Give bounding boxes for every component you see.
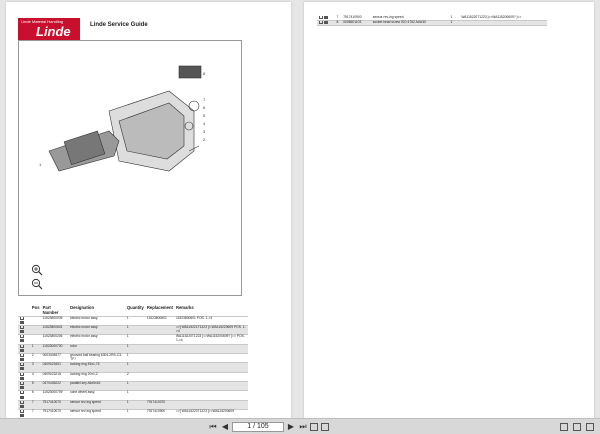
info-icon[interactable]	[20, 349, 24, 352]
table-cell	[460, 21, 547, 26]
table-cell	[174, 363, 248, 372]
table-cell: 0470435222	[41, 382, 69, 391]
info-icon[interactable]	[20, 386, 24, 389]
table-row	[317, 21, 547, 26]
column-header: Pos	[30, 306, 41, 316]
row-actions	[18, 316, 30, 325]
table-cell: 7917410900	[342, 16, 372, 21]
table-cell: 7	[30, 400, 41, 409]
cart-icon[interactable]	[20, 373, 24, 376]
table-cell: 7917410900	[145, 410, 174, 419]
table-cell: electric motor assy.	[69, 316, 126, 325]
fit-width-icon[interactable]	[573, 423, 581, 431]
info-icon[interactable]	[20, 414, 24, 417]
table-cell: sensor rev-ing speed	[69, 410, 126, 419]
callout-label: 8	[203, 71, 206, 76]
table-cell: 1	[125, 391, 145, 400]
page-1	[6, 2, 291, 418]
callout-label: 3	[203, 129, 206, 134]
cart-icon[interactable]	[20, 317, 24, 320]
prev-page-button[interactable]: ◀	[221, 422, 229, 431]
table-cell	[30, 325, 41, 334]
table-cell: rotor	[69, 344, 126, 353]
table-cell	[174, 344, 248, 353]
action-header	[18, 306, 30, 316]
linde-logo: Linde Material Handling Linde	[18, 18, 80, 40]
table-cell: 8	[335, 21, 342, 26]
column-header: Remarks	[174, 306, 248, 316]
table-row	[18, 335, 248, 344]
table-cell: 0006601103	[342, 21, 372, 26]
table-cell	[30, 316, 41, 325]
callout-label: 5	[203, 113, 206, 118]
table-cell: 1	[125, 344, 145, 353]
table-cell: =>[ WA115221T1223 ]<:WA115220609 POS. 1->4	[174, 325, 248, 334]
table-cell	[174, 391, 248, 400]
info-icon[interactable]	[20, 358, 24, 361]
info-icon[interactable]	[20, 330, 24, 333]
table-cell: 1	[125, 316, 145, 325]
menu-icon[interactable]	[586, 423, 594, 431]
table-cell: 11523800601 POS. 1->4	[174, 316, 248, 325]
table-cell: locking ring 20x1,2	[69, 372, 126, 381]
table-cell: 1	[125, 410, 145, 419]
table-cell: 1	[125, 382, 145, 391]
table-cell: 7917410070	[41, 410, 69, 419]
table-cell: 11523800601	[145, 316, 174, 325]
table-cell	[174, 382, 248, 391]
table-cell: 2	[125, 372, 145, 381]
table-cell	[145, 363, 174, 372]
table-cell	[145, 382, 174, 391]
table-cell: 5	[30, 382, 41, 391]
info-icon[interactable]	[324, 16, 328, 19]
two-page-view-icon[interactable]	[321, 423, 329, 431]
table-cell: electric motor assy.	[69, 335, 126, 344]
column-header: Part Number	[41, 306, 69, 316]
motor-exploded-view	[19, 41, 243, 297]
single-page-view-icon[interactable]	[310, 423, 318, 431]
first-page-button[interactable]: ⏮	[209, 422, 217, 431]
doc-title: Linde Service Guide	[90, 22, 148, 28]
table-cell: 1	[125, 400, 145, 409]
terminal-block	[179, 66, 201, 78]
zoom-out-icon[interactable]	[31, 277, 43, 289]
table-cell: 0003408477	[41, 353, 69, 362]
row-actions	[317, 21, 335, 26]
table-cell: sensor rev-ing speed	[69, 400, 126, 409]
table-cell: 0409023491	[41, 363, 69, 372]
next-page-button[interactable]: ▶	[287, 422, 295, 431]
table-cell	[145, 335, 174, 344]
table-cell: electric motor assy.	[69, 325, 126, 334]
table-cell	[145, 391, 174, 400]
parts-diagram	[18, 40, 242, 296]
row-actions	[18, 335, 30, 344]
table-cell: 1	[449, 16, 456, 21]
info-icon[interactable]	[20, 321, 24, 324]
cart-icon[interactable]	[20, 410, 24, 413]
cart-icon[interactable]	[20, 335, 24, 338]
table-cell: 11523800601	[41, 325, 69, 334]
cart-icon[interactable]	[20, 345, 24, 348]
page-2	[304, 2, 594, 418]
table-cell: 0409023215	[41, 372, 69, 381]
table-cell: 7	[335, 16, 342, 21]
table-cell: 2	[30, 353, 41, 362]
info-icon[interactable]	[20, 367, 24, 370]
table-cell: =>[ WA115220T1223 ]=>WA115200609	[174, 410, 248, 419]
table-header-row	[18, 306, 248, 316]
parts-table-continued	[317, 16, 547, 26]
row-actions	[18, 400, 30, 409]
bearing-ring	[189, 101, 199, 111]
table-cell: 1	[125, 335, 145, 344]
column-header: Designation	[69, 306, 126, 316]
info-icon[interactable]	[20, 339, 24, 342]
callout-label: 1	[39, 162, 42, 167]
table-cell	[30, 335, 41, 344]
table-cell: 11523800206	[41, 335, 69, 344]
row-actions	[18, 391, 30, 400]
table-cell: 7917410070	[145, 400, 174, 409]
cart-icon[interactable]	[20, 363, 24, 366]
table-row	[18, 363, 248, 372]
table-cell	[145, 344, 174, 353]
row-actions	[18, 382, 30, 391]
info-icon[interactable]	[20, 396, 24, 399]
callout-label: 6	[203, 105, 206, 110]
table-cell	[174, 353, 248, 362]
table-cell: 11523800035	[41, 316, 69, 325]
table-cell: locking ring 45x1,75	[69, 363, 126, 372]
cart-icon[interactable]	[319, 16, 323, 19]
table-cell	[145, 353, 174, 362]
row-actions	[18, 344, 30, 353]
table-cell: parallel key A6x5x16	[69, 382, 126, 391]
table-cell	[145, 372, 174, 381]
table-cell	[174, 372, 248, 381]
table-cell	[145, 325, 174, 334]
table-cell: grooved ball bearing 6304-2RS-C3-TF?	[69, 353, 126, 362]
table-cell: 11523000709	[41, 391, 69, 400]
table-cell: 3	[30, 363, 41, 372]
table-cell: cone wheel assy.	[69, 391, 126, 400]
table-cell: sensor rev-ing speed	[371, 16, 449, 21]
table-cell: 1	[125, 353, 145, 362]
info-icon[interactable]	[20, 405, 24, 408]
table-cell: 1	[125, 363, 145, 372]
cart-icon[interactable]	[20, 326, 24, 329]
table-cell: WA115220T1223 ]=>WA115200609? ]=> POS. 1->4	[174, 335, 248, 344]
info-icon[interactable]	[20, 377, 24, 380]
last-page-button[interactable]: ⏭	[299, 422, 307, 431]
info-icon[interactable]	[324, 21, 328, 24]
table-cell: 1	[30, 344, 41, 353]
row-actions	[18, 363, 30, 372]
cart-icon[interactable]	[20, 401, 24, 404]
column-header: Quantity	[125, 306, 145, 316]
row-actions	[18, 372, 30, 381]
fit-page-icon[interactable]	[560, 423, 568, 431]
table-cell: 1	[125, 325, 145, 334]
callout-label: 7	[203, 97, 206, 102]
cart-icon[interactable]	[319, 21, 323, 24]
table-cell: 1	[449, 21, 456, 26]
table-cell: 11523000700	[41, 344, 69, 353]
table-cell: 4	[30, 372, 41, 381]
table-row	[18, 391, 248, 400]
cart-icon[interactable]	[20, 354, 24, 357]
zoom-in-icon[interactable]	[31, 263, 43, 275]
table-cell: 6	[30, 391, 41, 400]
table-cell: socket head screw ISO 4762-M4x30	[371, 21, 449, 26]
callout-label: 2	[203, 137, 206, 142]
table-cell: 7917410070	[41, 400, 69, 409]
pager-bar	[0, 418, 600, 434]
row-actions	[18, 353, 30, 362]
table-cell: WA115220T1223 ]=>WA115200609? ]=>	[460, 16, 547, 21]
cart-icon[interactable]	[20, 382, 24, 385]
parts-table	[18, 306, 248, 419]
callout-label: 4	[203, 121, 206, 126]
row-actions	[18, 325, 30, 334]
table-cell: 7	[30, 410, 41, 419]
cart-icon[interactable]	[20, 391, 24, 394]
column-header: Replacement	[145, 306, 174, 316]
page-number-input[interactable]: 1 / 105	[232, 422, 284, 432]
